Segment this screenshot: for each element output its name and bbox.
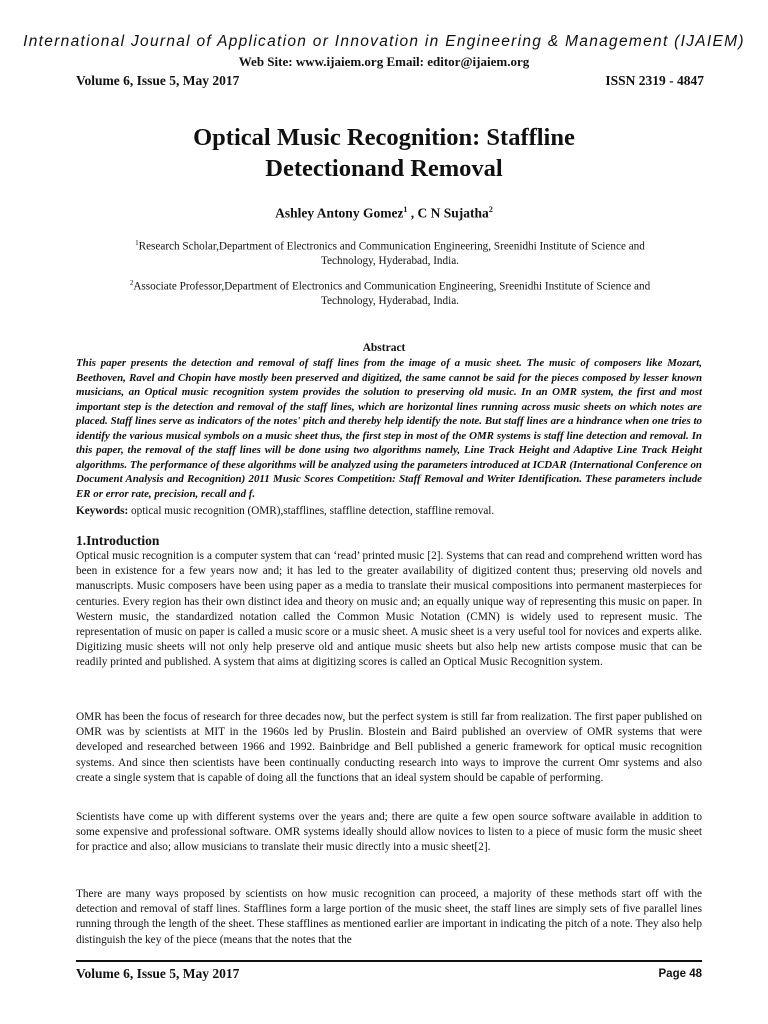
section-heading-introduction: 1.Introduction [76,533,160,548]
paper-title-line-1: Optical Music Recognition: Staffline [193,124,575,151]
paper-title-line-2: Detectionand Removal [265,155,503,182]
affiliation-text: Associate Professor,Department of Electronics and Communication Engineering, Sreenidhi Institute of Science and Technology, Hyderabad, India. [133,280,651,308]
body-paragraph: Scientists have come up with different systems over the years and; there are quite a few open source software available in addition to some expensive and professional software. OMR systems ideally should allow novices to listen to a piece of music form the music sheet for practice and also; allow musicians to translate their music directly into a music sheet[2]. [76,811,702,854]
footer-divider [76,960,702,962]
body-paragraph: Optical music recognition is a computer system that can ‘read’ printed music [2]. Systems that can read and comprehend written word has been in existence for a few years now and; it has led to the greater availability of digitized content thus; preserving old novels and manuscripts. Music composers have been using paper as a media to translate their musical compositions into permanent masterpieces for centuries. Every region has their own distinct idea and theory on music and; an equally unique way of representing this music on paper. In Western music, the standardized notation called the Common Music Notation (CMN) is widely used to represent music. The representation of music on paper is called a music score or a music sheet. A music sheet is a very useful tool for novices and experts alike. Digitizing music sheets will not only help preserve old and antique music sheets but also help new artists compose music that can be readily printed and published. A system that aims at digitizing scores is called an Optical Music Recognition system. [76,550,702,669]
paper-title [120,122,648,184]
author-superscript: 1 [403,205,408,214]
footer-volume-issue: Volume 6, Issue 5, May 2017 [76,966,240,981]
page-number: Page 48 [658,968,702,980]
author-name: Ashley Antony Gomez [275,205,404,221]
affiliation-text: Research Scholar,Department of Electronics and Communication Engineering, Sreenidhi Institute of Science and Technology, Hyderabad, India. [138,240,645,268]
affiliation-1 [110,236,670,269]
body-paragraph: There are many ways proposed by scientists on how music recognition can proceed, a majority of these methods start off with the detection and removal of staff lines. Stafflines form a large portion of the music sheet, the staff lines are simply sets of five parallel lines running through the length of the sheet. These stafflines as mentioned earlier are important in indicating the pitch of a note. They also help distinguish the key of the piece (means that the notes that the [76,888,702,946]
abstract-heading: Abstract [362,342,406,354]
affiliation-2 [110,276,670,309]
keywords-line [76,504,702,519]
abstract-text: This paper presents the detection and removal of staff lines from the image of a music sheet. The music of composers like Mozart, Beethoven, Ravel and Chopin have mostly been preserved and digitized, the same cannot be said for the pieces composed by lesser known musicians, an Optical music recognition system provides the solution to preserving old music. In an OMR system, the first and most important step is the detection and removal of the staff lines, which are horizontal lines running across music sheets on which notes are placed. Staff lines serve as indicators of the notes' pitch and thereby help identify the note. But staff lines are a hindrance when one tries to identify the various musical symbols on a music sheet thus, the first step in most of the OMR systems is staff line detection and removal. In this paper, the removal of the staff lines will be done using two algorithms namely, Line Track Height and Adaptive Line Track Height algorithms. The performance of these algorithms will be analyzed using the parameters introduced at ICDAR (International Conference on Document Analysis and Recognition) 2011 Music Scores Competition: Staff Removal and Writer Identification. These parameters include ER or error rate, precision, recall and f. [76,357,702,500]
affiliation-superscript: 1 [135,239,139,247]
author-name: C N Sujatha [417,205,489,221]
keywords-text: optical music recognition (OMR),stafflines, staffline detection, staffline removal. [128,505,495,517]
header-volume-issue: Volume 6, Issue 5, May 2017 [76,73,240,88]
journal-title: International Journal of Application or Innovation in Engineering & Management (IJAIEM) [23,33,745,50]
journal-website-line: Web Site: www.ijaiem.org Email: editor@ijaiem.org [238,54,530,69]
author-list [0,205,768,222]
affiliation-superscript: 2 [129,279,134,287]
keywords-label: Keywords: [76,505,129,517]
author-separator: , [407,205,418,221]
body-paragraph: OMR has been the focus of research for three decades now, but the perfect system is still far from realization. The first paper published on OMR was by scientists at MIT in the 1960s led by Pruslin. Blostein and Baird published an overview of OMR systems that were developed and researched between 1966 and 1992. Bainbridge and Bell published a generic framework for optical music recognition systems. And since then scientists have been continually conducting research into ways to improve the current Omr systems and also create a single system that is capable of doing all the functions that an ideal system should be capable of performing. [76,711,702,784]
header-issn: ISSN 2319 - 4847 [605,73,704,88]
author-superscript: 2 [488,205,493,214]
